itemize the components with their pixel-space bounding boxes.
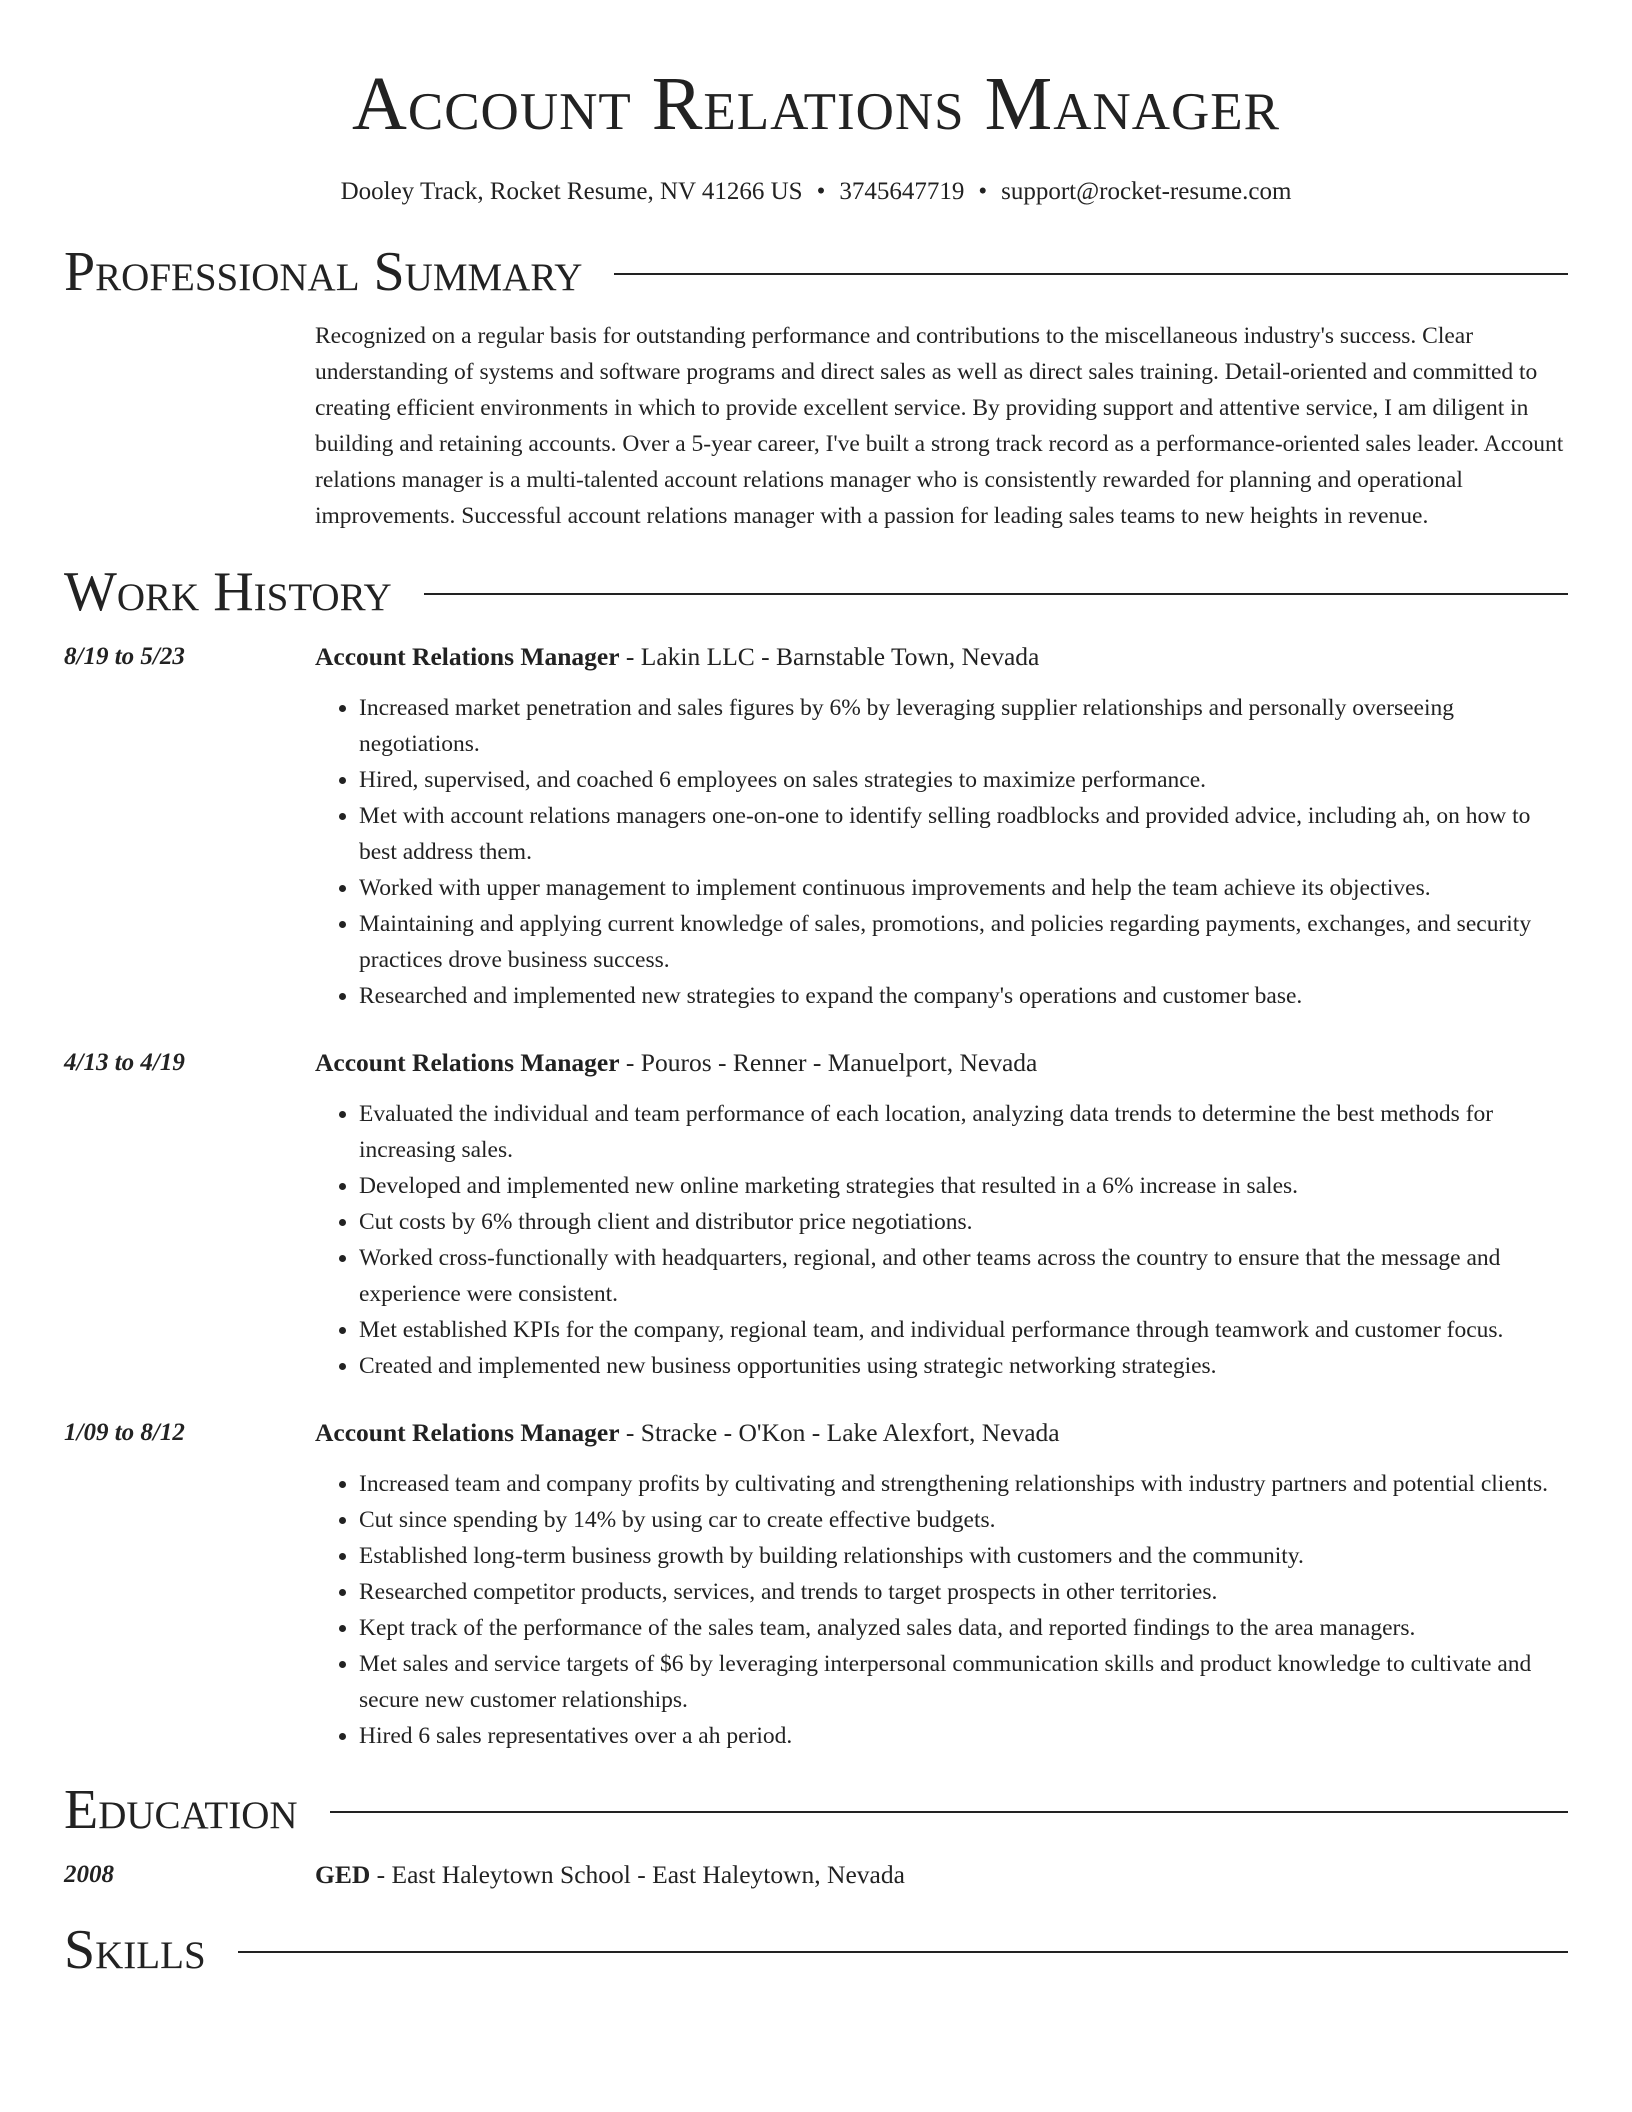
education-school: - East Haleytown School - East Haleytown, Nevada bbox=[370, 1860, 905, 1889]
section-skills bbox=[64, 1919, 1568, 1981]
list-item: • Hired 6 sales representatives over a ah period. bbox=[359, 1718, 1568, 1754]
list-item: • Created and implemented new business opportunities using strategic networking strategies. bbox=[359, 1348, 1568, 1384]
job-dates: 4/13 to 4/19 bbox=[64, 1049, 185, 1076]
job-bullets bbox=[315, 690, 1568, 1014]
list-item: • Evaluated the individual and team performance of each location, analyzing data trends to determine the best methods for increasing sales. bbox=[359, 1096, 1568, 1168]
contact-separator: • bbox=[978, 178, 988, 205]
job-title-line bbox=[315, 640, 1568, 674]
contact-email[interactable]: support@rocket-resume.com bbox=[1001, 178, 1292, 205]
list-item: • Maintaining and applying current knowledge of sales, promotions, and policies regarding payments, exchanges, and security practices drove business success. bbox=[359, 906, 1568, 978]
job-title-line bbox=[315, 1046, 1568, 1080]
section-divider bbox=[330, 1811, 1568, 1813]
section-education bbox=[64, 1779, 1568, 1841]
section-heading: Professional Summary bbox=[64, 241, 583, 303]
section-divider bbox=[424, 593, 1568, 595]
list-item: • Researched competitor products, services, and trends to target prospects in other territories. bbox=[359, 1574, 1568, 1610]
job-bullets bbox=[315, 1096, 1568, 1384]
section-work-history bbox=[64, 561, 1568, 623]
list-item: • Worked with upper management to implement continuous improvements and help the team achieve its objectives. bbox=[359, 870, 1568, 906]
contact-line bbox=[64, 178, 1568, 206]
section-professional-summary bbox=[64, 241, 1568, 303]
education-line bbox=[315, 1858, 1568, 1892]
list-item: • Cut costs by 6% through client and distributor price negotiations. bbox=[359, 1204, 1568, 1240]
job-dates: 1/09 to 8/12 bbox=[64, 1419, 185, 1446]
job-dates: 8/19 to 5/23 bbox=[64, 643, 185, 670]
contact-address: Dooley Track, Rocket Resume, NV 41266 US bbox=[340, 178, 803, 205]
job-title: Account Relations Manager bbox=[315, 1048, 620, 1077]
job-title-line bbox=[315, 1416, 1568, 1450]
section-heading: Skills bbox=[64, 1919, 206, 1981]
contact-phone: 3745647719 bbox=[839, 178, 965, 205]
education-degree: GED bbox=[315, 1860, 371, 1889]
job-entry bbox=[64, 640, 1568, 1014]
contact-separator: • bbox=[816, 178, 826, 205]
list-item: • Met established KPIs for the company, regional team, and individual performance through teamwork and customer focus. bbox=[359, 1312, 1568, 1348]
list-item: • Researched and implemented new strategies to expand the company's operations and customer base. bbox=[359, 978, 1568, 1014]
section-divider bbox=[614, 273, 1568, 275]
list-item: • Increased market penetration and sales figures by 6% by leveraging supplier relationships and personally overseeing negotiations. bbox=[359, 690, 1568, 762]
list-item: • Cut since spending by 14% by using car to create effective budgets. bbox=[359, 1502, 1568, 1538]
list-item: • Met sales and service targets of $6 by leveraging interpersonal communication skills and product knowledge to cultivate and secure new customer relationships. bbox=[359, 1646, 1568, 1718]
education-date: 2008 bbox=[64, 1861, 114, 1888]
job-title: Account Relations Manager bbox=[315, 642, 620, 671]
section-divider bbox=[238, 1951, 1568, 1953]
job-company: - Pouros - Renner - Manuelport, Nevada bbox=[619, 1048, 1038, 1077]
list-item: • Developed and implemented new online marketing strategies that resulted in a 6% increase in sales. bbox=[359, 1168, 1568, 1204]
job-entry bbox=[64, 1416, 1568, 1754]
list-item: • Kept track of the performance of the sales team, analyzed sales data, and reported findings to the area managers. bbox=[359, 1610, 1568, 1646]
list-item: • Established long-term business growth by building relationships with customers and the community. bbox=[359, 1538, 1568, 1574]
section-heading: Education bbox=[64, 1779, 298, 1841]
list-item: • Hired, supervised, and coached 6 employees on sales strategies to maximize performance. bbox=[359, 762, 1568, 798]
list-item: • Increased team and company profits by cultivating and strengthening relationships with industry partners and potential clients. bbox=[359, 1466, 1568, 1502]
job-company: - Lakin LLC - Barnstable Town, Nevada bbox=[619, 642, 1040, 671]
job-title: Account Relations Manager bbox=[315, 1418, 620, 1447]
job-bullets bbox=[315, 1466, 1568, 1754]
job-company: - Stracke - O'Kon - Lake Alexfort, Nevada bbox=[619, 1418, 1060, 1447]
job-entry bbox=[64, 1046, 1568, 1384]
section-heading: Work History bbox=[64, 561, 392, 623]
list-item: • Met with account relations managers one-on-one to identify selling roadblocks and provided advice, including ah, on how to best address them. bbox=[359, 798, 1568, 870]
candidate-name: Account Relations Manager bbox=[351, 62, 1281, 146]
list-item: • Worked cross-functionally with headquarters, regional, and other teams across the country to ensure that the message and experience were consistent. bbox=[359, 1240, 1568, 1312]
education-entry bbox=[64, 1858, 1568, 1892]
summary-text: Recognized on a regular basis for outstanding performance and contributions to the miscellaneous industry's success. Clear understanding of systems and software programs and direct sales as well as direct sales training. Detail-oriented and committed to creating efficient environments in which to provide excellent service. By providing support and attentive service, I am diligent in building and retaining accounts. Over a 5-year career, I've built a strong track record as a performance-oriented sales leader. Account relations manager is a multi-talented account relations manager who is consistently rewarded for planning and operational improvements. Successful account relations manager with a passion for leading sales teams to new heights in revenue. bbox=[315, 323, 1564, 529]
